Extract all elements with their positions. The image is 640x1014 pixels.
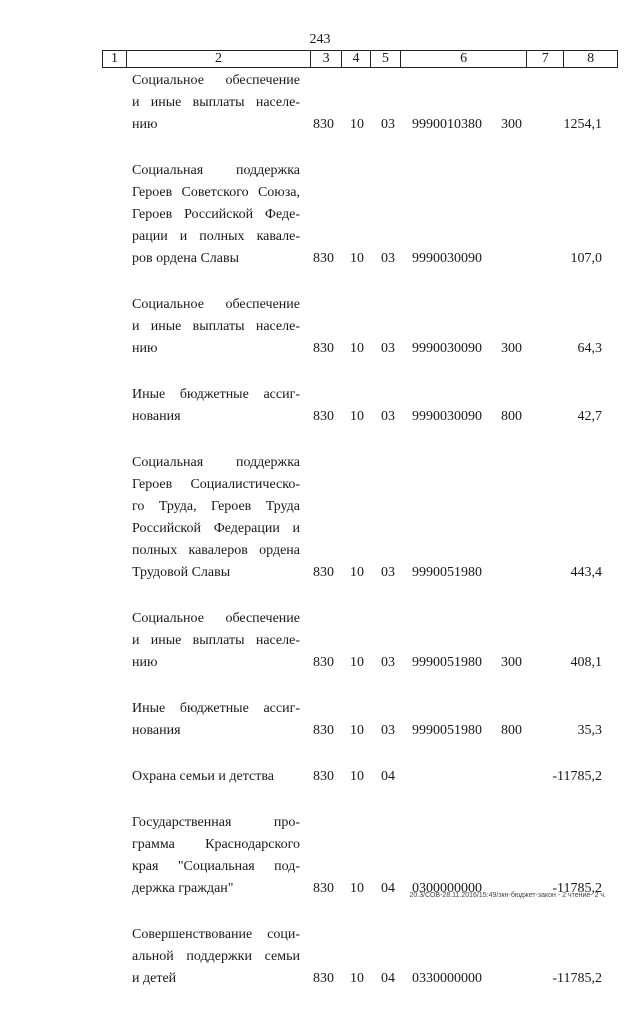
cell-c4: 10 — [350, 971, 364, 986]
table-row — [0, 698, 640, 742]
row-name-line: Героев Социалистическо- — [132, 477, 300, 492]
row-name-line: альной поддержки семьи — [132, 949, 300, 964]
row-name-line: и детей — [132, 971, 177, 986]
row-name-line: и иные выплаты населе- — [132, 319, 300, 334]
row-name-line: края "Социальная под- — [132, 859, 300, 874]
header-col-3: 3 — [311, 51, 342, 67]
row-name-line: Охрана семьи и детства — [132, 769, 274, 784]
cell-c8: -11785,2 — [552, 971, 602, 986]
cell-c3: 830 — [313, 655, 334, 670]
cell-c5: 04 — [381, 971, 395, 986]
cell-c8: 107,0 — [570, 251, 602, 266]
cell-c8: 42,7 — [577, 409, 602, 424]
cell-c3: 830 — [313, 117, 334, 132]
cell-c7: 300 — [501, 117, 522, 132]
cell-c4: 10 — [350, 251, 364, 266]
table-row — [0, 452, 640, 584]
row-name-line: Государственная про- — [132, 815, 300, 830]
cell-c4: 10 — [350, 341, 364, 356]
row-name-line: Совершенствование соци- — [132, 927, 300, 942]
cell-c8: 64,3 — [577, 341, 602, 356]
row-name — [132, 452, 300, 584]
footer-stamp: 20.3/СОВ-28.11.2016/15:49/зкн-бюджет-закон - 2 чтение- 2 ч. — [409, 892, 606, 899]
cell-c8: 408,1 — [570, 655, 602, 670]
row-name-line: Иные бюджетные ассиг- — [132, 387, 300, 402]
table-header — [102, 50, 618, 68]
cell-c3: 830 — [313, 565, 334, 580]
row-name — [132, 698, 300, 742]
cell-c7: 300 — [501, 655, 522, 670]
table-row — [0, 812, 640, 900]
row-name-line: ров ордена Славы — [132, 251, 240, 266]
cell-c6: 0300000000 — [412, 881, 482, 896]
row-name — [132, 924, 300, 990]
cell-c3: 830 — [313, 881, 334, 896]
row-name-line: грамма Краснодарского — [132, 837, 300, 852]
cell-c6: 9990051980 — [412, 723, 482, 738]
row-name-line: полных кавалеров ордена — [132, 543, 300, 558]
cell-c3: 830 — [313, 723, 334, 738]
cell-c6: 9990030090 — [412, 251, 482, 266]
row-name — [132, 294, 300, 360]
cell-c7: 300 — [501, 341, 522, 356]
table-row — [0, 384, 640, 428]
row-name-line: Героев Советского Союза, — [132, 185, 300, 200]
header-col-1: 1 — [103, 51, 127, 67]
cell-c4: 10 — [350, 409, 364, 424]
cell-c8: 35,3 — [577, 723, 602, 738]
header-col-5: 5 — [371, 51, 401, 67]
row-name-line: нию — [132, 117, 158, 132]
cell-c8: 1254,1 — [563, 117, 602, 132]
table-body — [0, 70, 640, 1014]
row-name-line: Иные бюджетные ассиг- — [132, 701, 300, 716]
cell-c8: 443,4 — [570, 565, 602, 580]
cell-c6: 9990051980 — [412, 565, 482, 580]
cell-c3: 830 — [313, 409, 334, 424]
row-name-line: рации и полных кавале- — [132, 229, 300, 244]
cell-c8: -11785,2 — [552, 881, 602, 896]
row-name-line: держка граждан" — [132, 881, 234, 896]
row-name-line: Социальное обеспечение — [132, 611, 300, 626]
cell-c6: 9990030090 — [412, 341, 482, 356]
table-row — [0, 160, 640, 270]
row-name-line: нования — [132, 723, 181, 738]
row-name — [132, 608, 300, 674]
cell-c5: 04 — [381, 881, 395, 896]
cell-c4: 10 — [350, 655, 364, 670]
cell-c5: 03 — [381, 117, 395, 132]
cell-c5: 03 — [381, 565, 395, 580]
cell-c6: 9990030090 — [412, 409, 482, 424]
cell-c4: 10 — [350, 769, 364, 784]
cell-c3: 830 — [313, 341, 334, 356]
row-name-line: Социальная поддержка — [132, 163, 300, 178]
cell-c6: 9990051980 — [412, 655, 482, 670]
row-name-line: Социальное обеспечение — [132, 73, 300, 88]
row-name-line: Трудовой Славы — [132, 565, 231, 580]
cell-c5: 03 — [381, 341, 395, 356]
header-col-7: 7 — [527, 51, 564, 67]
row-name-line: го Труда, Героев Труда — [132, 499, 300, 514]
cell-c7: 800 — [501, 409, 522, 424]
cell-c5: 04 — [381, 769, 395, 784]
row-name — [132, 160, 300, 270]
table-row — [0, 70, 640, 136]
cell-c7: 800 — [501, 723, 522, 738]
row-name-line: Российской Федерации и — [132, 521, 300, 536]
cell-c4: 10 — [350, 565, 364, 580]
row-name-line: и иные выплаты населе- — [132, 95, 300, 110]
cell-c4: 10 — [350, 881, 364, 896]
cell-c3: 830 — [313, 251, 334, 266]
row-name-line: и иные выплаты населе- — [132, 633, 300, 648]
row-name-line: Героев Российской Феде- — [132, 207, 300, 222]
row-name-line: нования — [132, 409, 181, 424]
row-name — [132, 384, 300, 428]
row-name-line: Социальное обеспечение — [132, 297, 300, 312]
cell-c4: 10 — [350, 723, 364, 738]
cell-c5: 03 — [381, 409, 395, 424]
row-name — [132, 70, 300, 136]
cell-c6: 9990010380 — [412, 117, 482, 132]
table-row — [0, 608, 640, 674]
page-number: 243 — [309, 32, 331, 47]
table-row — [0, 294, 640, 360]
row-name — [132, 812, 300, 900]
header-col-2: 2 — [127, 51, 311, 67]
table-row — [0, 924, 640, 990]
row-name-line: Социальная поддержка — [132, 455, 300, 470]
cell-c3: 830 — [313, 971, 334, 986]
table-row — [0, 766, 640, 788]
cell-c5: 03 — [381, 655, 395, 670]
cell-c8: -11785,2 — [552, 769, 602, 784]
header-col-4: 4 — [342, 51, 371, 67]
cell-c4: 10 — [350, 117, 364, 132]
cell-c5: 03 — [381, 723, 395, 738]
cell-c3: 830 — [313, 769, 334, 784]
row-name-line: нию — [132, 341, 158, 356]
cell-c6: 0330000000 — [412, 971, 482, 986]
row-name-line: нию — [132, 655, 158, 670]
header-col-6: 6 — [401, 51, 528, 67]
header-col-8: 8 — [587, 51, 595, 66]
cell-c5: 03 — [381, 251, 395, 266]
row-name — [132, 766, 300, 788]
